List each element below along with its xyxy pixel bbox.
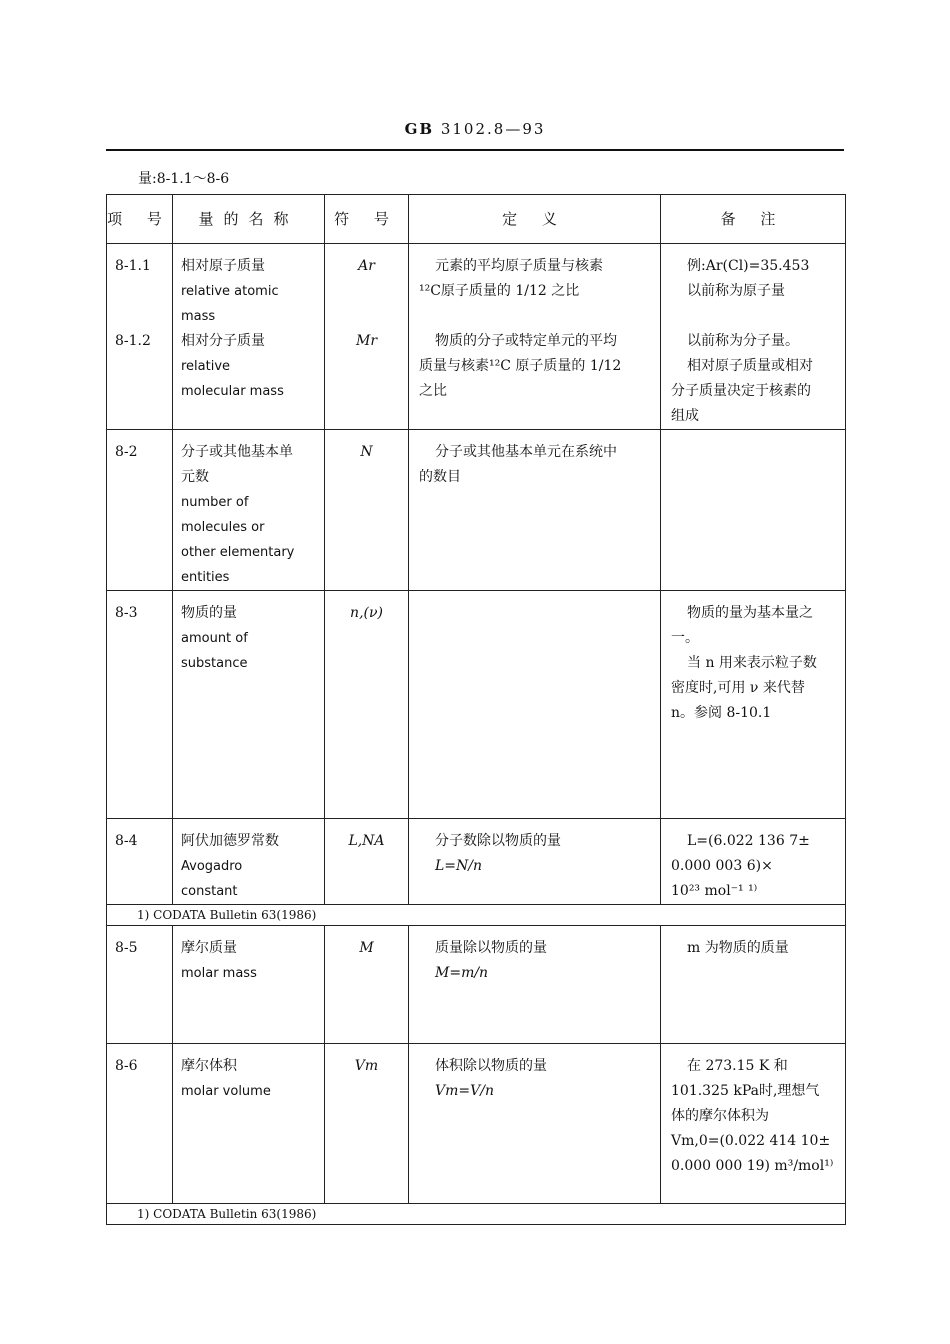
- definition-line: 的数目: [419, 469, 461, 485]
- quantity-name-cn: 阿伏加德罗常数: [181, 833, 279, 849]
- item-id: 8-4: [107, 819, 173, 905]
- col-header-definition: 定 义: [409, 195, 661, 244]
- quantity-name-cn: 摩尔质量: [181, 940, 237, 956]
- remark-line: 0.000 003 6)×: [671, 858, 773, 874]
- remark-line: 10²³ mol⁻¹ ¹⁾: [671, 883, 758, 899]
- quantity-symbol: Mr: [355, 333, 378, 349]
- quantity-symbol: Vm: [325, 1044, 409, 1204]
- footnote-row: [107, 905, 846, 926]
- item-id: 8-5: [107, 926, 173, 1044]
- definition-line: 之比: [419, 383, 447, 399]
- remark-line: 密度时,可用 ν 来代替: [671, 680, 805, 696]
- quantity-name-en: substance: [181, 656, 248, 671]
- col-header-name: 量的名称: [173, 195, 325, 244]
- col-header-item: 项 号: [107, 195, 173, 244]
- quantity-name-en: other elementary: [181, 545, 295, 560]
- col-header-remarks: 备 注: [661, 195, 846, 244]
- table-row: [107, 591, 846, 819]
- remark-line: 相对原子质量或相对: [687, 358, 813, 374]
- quantity-name-cn: 相对分子质量: [181, 333, 265, 349]
- quantity-symbol: N: [325, 430, 409, 591]
- definition-line: 分子或其他基本单元在系统中: [435, 444, 617, 460]
- definition-line: 物质的分子或特定单元的平均: [435, 333, 617, 349]
- quantity-symbol: M: [325, 926, 409, 1044]
- quantity-name-en: molecular mass: [181, 384, 284, 399]
- remark-line: Vm,0=(0.022 414 10±: [671, 1133, 831, 1149]
- remark-line: 体的摩尔体积为: [671, 1108, 769, 1124]
- quantities-table: [106, 194, 846, 1225]
- quantity-name-en: relative: [181, 359, 231, 374]
- standard-header: [0, 120, 950, 138]
- definition-line: 体积除以物质的量: [435, 1058, 547, 1074]
- quantity-symbol: Ar: [358, 258, 375, 274]
- quantity-name-en: molar volume: [181, 1084, 271, 1099]
- definition-line: 质量除以物质的量: [435, 940, 547, 956]
- footnote-row: [107, 1204, 846, 1225]
- definition-line: ¹²C原子质量的 1/12 之比: [419, 283, 580, 299]
- remark-line: 分子质量决定于核素的: [671, 383, 811, 399]
- definition-formula: L=N/n: [435, 858, 483, 874]
- definition-line: 元素的平均原子质量与核素: [435, 258, 603, 274]
- remark-line: 例:Ar(Cl)=35.453: [687, 258, 810, 274]
- remark-line: 0.000 000 19) m³/mol¹⁾: [671, 1158, 834, 1174]
- remark-line: L=(6.022 136 7±: [687, 833, 810, 849]
- quantity-name-cn: 分子或其他基本单: [181, 444, 293, 460]
- quantity-name-en: molar mass: [181, 966, 257, 981]
- item-id: 8-1.2: [115, 333, 151, 349]
- quantity-name-cn: 物质的量: [181, 605, 237, 621]
- quantity-name-en: molecules or: [181, 520, 265, 535]
- col-header-symbol: 符 号: [325, 195, 409, 244]
- table-row: [107, 430, 846, 591]
- table-caption: 量:8-1.1～8-6: [138, 171, 230, 187]
- remark-line: n。参阅 8-10.1: [671, 705, 772, 721]
- remark-line: 组成: [671, 408, 699, 424]
- definition-line: 质量与核素¹²C 原子质量的 1/12: [419, 358, 622, 374]
- footnote: 1) CODATA Bulletin 63(1986): [107, 1204, 846, 1225]
- remark-line: 在 273.15 K 和: [687, 1058, 788, 1074]
- quantity-name-cn: 摩尔体积: [181, 1058, 237, 1074]
- quantity-symbol: n,(ν): [325, 591, 409, 819]
- remark-line: 当 n 用来表示粒子数: [687, 655, 817, 671]
- quantity-name-en: entities: [181, 570, 230, 585]
- definition-formula: Vm=V/n: [435, 1083, 494, 1099]
- quantity-name-en: mass: [181, 309, 216, 324]
- remark-line: 101.325 kPa时,理想气: [671, 1083, 820, 1099]
- quantity-name-en: constant: [181, 884, 238, 899]
- standard-number: 3102.8—93: [440, 120, 546, 138]
- remark-line: 物质的量为基本量之: [687, 605, 813, 621]
- quantity-name-en: Avogadro: [181, 859, 243, 874]
- header-rule: [106, 149, 844, 151]
- table-row: [107, 926, 846, 1044]
- quantity-name-cn: 相对原子质量: [181, 258, 265, 274]
- item-id: 8-3: [107, 591, 173, 819]
- remark-line: 以前称为分子量。: [687, 333, 799, 349]
- table-header-row: [107, 195, 846, 244]
- quantity-name-cn: 元数: [181, 469, 209, 485]
- definition-line: 分子数除以物质的量: [435, 833, 561, 849]
- table-row: [107, 819, 846, 905]
- definition-formula: M=m/n: [435, 965, 489, 981]
- item-id: 8-6: [107, 1044, 173, 1204]
- standard-code: GB: [404, 120, 435, 138]
- remark-line: 一。: [671, 630, 699, 646]
- item-id: 8-1.1: [115, 258, 151, 274]
- quantity-name-en: number of: [181, 495, 249, 510]
- item-id: 8-2: [107, 430, 173, 591]
- table-row: [107, 244, 846, 430]
- table-row: [107, 1044, 846, 1204]
- quantity-symbol: L,NA: [325, 819, 409, 905]
- footnote: 1) CODATA Bulletin 63(1986): [107, 905, 846, 926]
- remark-line: m 为物质的质量: [687, 940, 789, 956]
- remark-line: 以前称为原子量: [687, 283, 785, 299]
- quantity-name-en: amount of: [181, 631, 248, 646]
- quantity-name-en: relative atomic: [181, 284, 279, 299]
